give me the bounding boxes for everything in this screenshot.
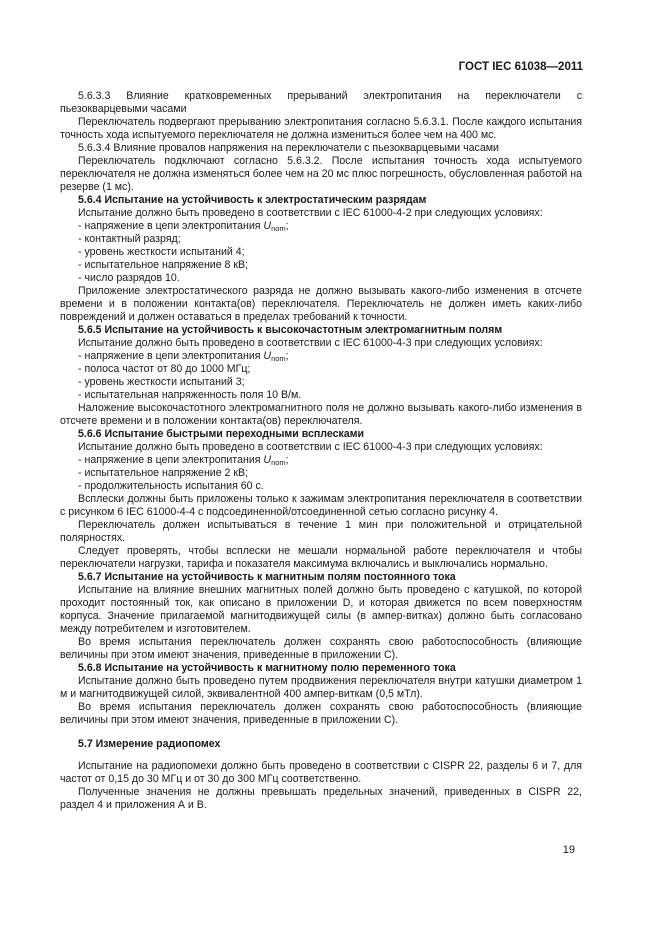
section-5-6-5-heading: 5.6.5 Испытание на устойчивость к высокочастотным электромагнитным полям: [78, 324, 503, 336]
section-5-6-3-4-title: 5.6.3.4 Влияние провалов напряжения на переключатели с пьезокварцевыми часами: [78, 142, 499, 154]
paragraph: Во время испытания переключатель должен сохранять свою работоспособность (влияющие величины при этом имеют значения, приведенные в приложении С).: [60, 701, 582, 726]
paragraph: Следует проверять, чтобы всплески не мешали нормальной работе переключателя и чтобы переключатели нагрузки, тарифа и показателя максимума включались и выключались нормально.: [60, 545, 582, 570]
paragraph: Во время испытания переключатель должен сохранять свою работоспособность (влияющие величины при этом имеют значения, приведенные в приложении С).: [60, 636, 582, 661]
paragraph: Испытание должно быть проведено в соответствии с IEC 61000-4-3 при следующих условиях:: [78, 441, 543, 453]
paragraph: Всплески должны быть приложены только к зажимам электропитания переключателя в соответствии с рисунком 6 IEC 61000-4-4 с подсоединенной/отсоединенной сетью согласно рисунку 4.: [60, 493, 582, 518]
list-item: - уровень жесткости испытаний 4;: [78, 246, 245, 258]
section-5-6-7-heading: 5.6.7 Испытание на устойчивость к магнитным полям постоянного тока: [78, 571, 456, 583]
paragraph: Испытание на радиопомехи должно быть проведено в соответствии с CISPR 22, разделы 6 и 7, для частот от 0,15 до 30 МГц и от 30 до 300 МГц соответственно.: [60, 760, 582, 785]
section-5-7-heading: 5.7 Измерение радиопомех: [78, 738, 221, 750]
page-number: 19: [562, 844, 575, 856]
paragraph: Испытание должно быть проведено путем продвижения переключателя внутри катушки диаметром 1 м и магнитодвижущей силой, эквивалентной 400 ампер-виткам (0,5 мТл).: [60, 675, 582, 700]
list-item: - испытательное напряжение 2 кВ;: [78, 467, 249, 479]
paragraph: Приложение электростатического разряда не должно вызывать какого-либо изменения в отсчете времени и в положении контакта(ов) переключателя. Переключатель не должен иметь каких-либо повреждений и должен оставаться в пределах требований к точности.: [60, 285, 582, 323]
section-5-6-8-heading: 5.6.8 Испытание на устойчивость к магнитному полю переменного тока: [78, 662, 456, 674]
paragraph: Переключатель подвергают прерыванию электропитания согласно 5.6.3.1. После каждого испытания точность хода испытуемого переключателя не должна измениться более чем на 400 мс.: [60, 116, 582, 141]
list-item: - напряжение в цепи электропитания $U_{nom}$;: [78, 454, 289, 467]
section-5-6-4-heading: 5.6.4 Испытание на устойчивость к электростатическим разрядам: [78, 194, 427, 206]
list-item: - число разрядов 10.: [78, 272, 180, 284]
paragraph: Наложение высокочастотного электромагнитного поля не должно вызывать какого-либо изменения в отсчете времени и в положении контакта(ов) переключателя.: [60, 402, 582, 427]
paragraph: Испытание должно быть проведено в соответствии с IEC 61000-4-2 при следующих условиях:: [78, 207, 543, 219]
page-body: [60, 90, 582, 812]
list-item: - напряжение в цепи электропитания $U_{nom}$;: [78, 350, 289, 363]
list-item: - напряжение в цепи электропитания $U_{nom}$;: [78, 220, 289, 233]
list-item: - продолжительность испытания 60 с.: [78, 480, 264, 492]
list-item: - испытательная напряженность поля 10 В/м.: [78, 389, 302, 401]
list-item: - уровень жесткости испытаний 3;: [78, 376, 245, 388]
list-item: - полоса частот от 80 до 1000 МГц;: [78, 363, 251, 375]
list-item: - испытательное напряжение 8 кВ;: [78, 259, 249, 271]
paragraph: Переключатель подключают согласно 5.6.3.2. После испытания точность хода испытуемого переключателя не должна изменяться более чем на 20 мс плюс погрешность, обусловленная работой на резерве (1 мс).: [60, 155, 582, 193]
paragraph: Полученные значения не должны превышать предельных значений, приведенных в CISPR 22, раздел 4 и приложения А и В.: [60, 786, 582, 811]
section-5-6-6-heading: 5.6.6 Испытание быстрыми переходными всплесками: [78, 428, 365, 440]
paragraph: Испытание на влияние внешних магнитных полей должно быть проведено с катушкой, по которой проходит постоянный ток, как описано в приложении D, и которая движется по всем поверхностям корпуса. Значение прилагаемой магнитодвижущей силы (в ампер-витках) должно быть согласовано между потребителем и изготовителем.: [60, 584, 582, 635]
list-item: - контактный разряд;: [78, 233, 181, 245]
paragraph: Переключатель должен испытываться в течение 1 мин при положительной и отрицательной полярностях.: [60, 519, 582, 544]
paragraph: Испытание должно быть проведено в соответствии с IEC 61000-4-3 при следующих условиях:: [78, 337, 543, 349]
page-header-standard-code: ГОСТ IEC 61038—2011: [458, 61, 583, 73]
section-5-6-3-3-title: 5.6.3.3 Влияние кратковременных прерываний электропитания на переключатели с пьезокварцевыми часами: [60, 90, 582, 115]
